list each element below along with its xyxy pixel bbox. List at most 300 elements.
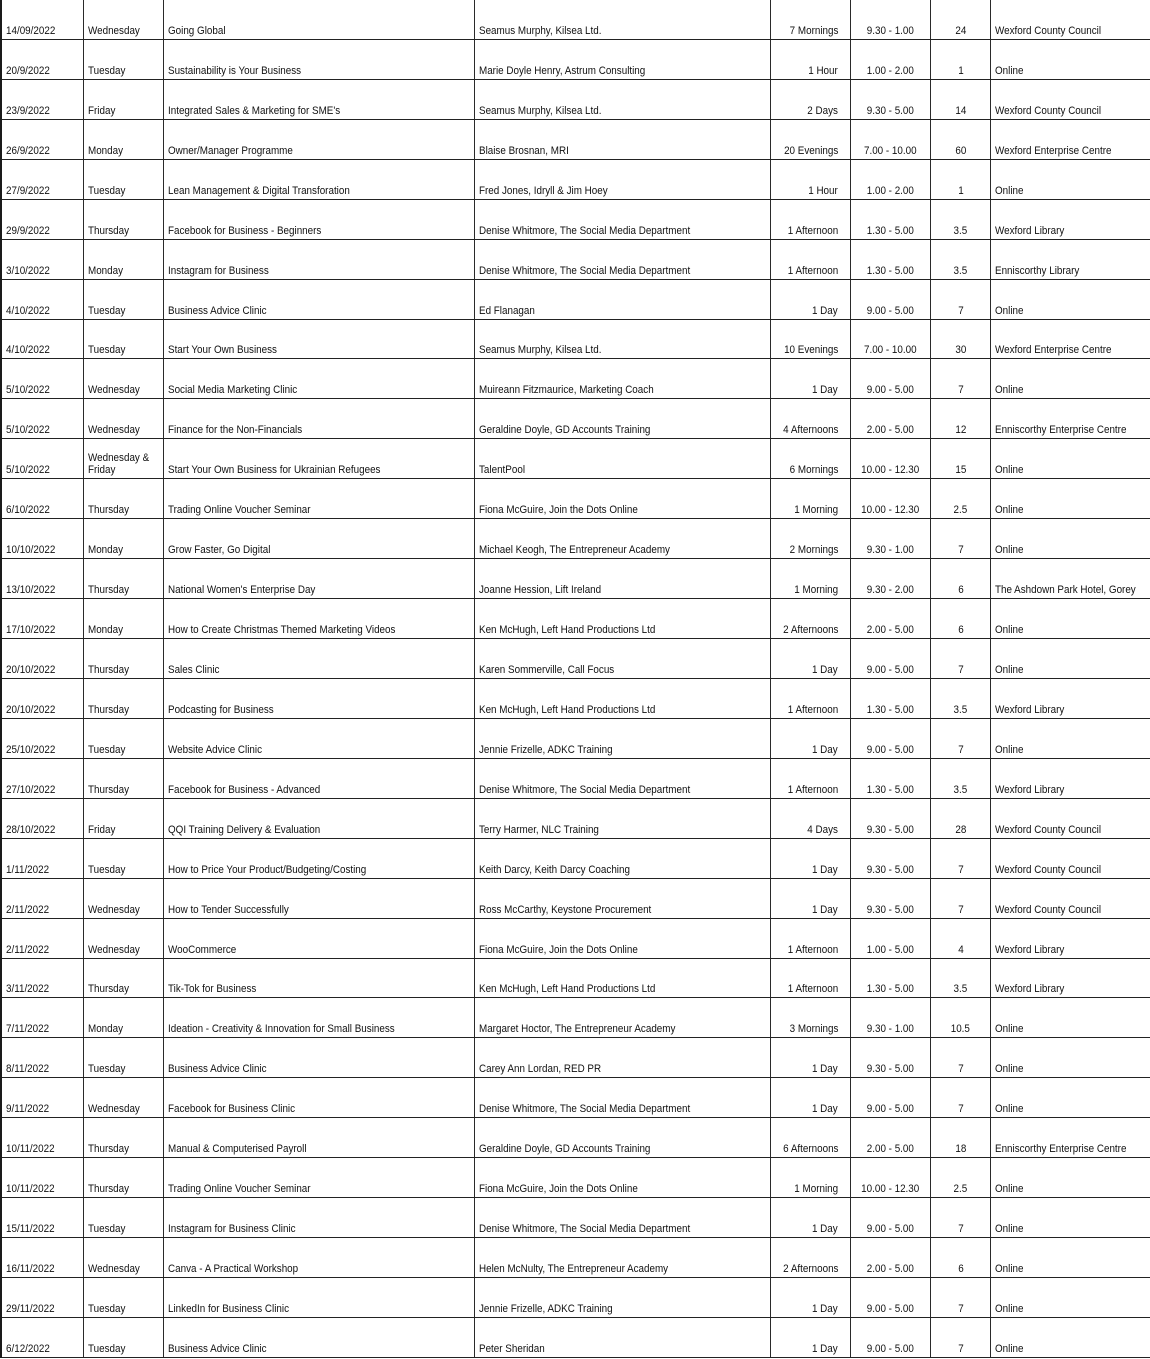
table-row xyxy=(2,759,1150,799)
date-cell xyxy=(2,240,84,279)
duration-text: 1 Day xyxy=(812,1223,838,1236)
hours-cell xyxy=(931,559,991,598)
day-cell xyxy=(84,479,164,518)
hours-cell xyxy=(931,879,991,918)
date-text: 4/10/2022 xyxy=(6,304,50,317)
time-cell xyxy=(851,719,931,758)
trainer-text: Terry Harmer, NLC Training xyxy=(479,823,599,836)
hours-text: 1 xyxy=(957,184,964,197)
duration-text: 2 Mornings xyxy=(789,544,838,557)
hours-cell xyxy=(931,0,991,39)
duration-text: 1 Hour xyxy=(808,184,838,197)
table-row xyxy=(2,240,1150,280)
trainer-text: Jennie Frizelle, ADKC Training xyxy=(479,743,613,756)
venue-cell xyxy=(991,759,1150,798)
hours-cell xyxy=(931,799,991,838)
course-text: How to Price Your Product/Budgeting/Costing xyxy=(168,863,367,876)
duration-text: 1 Day xyxy=(812,743,838,756)
hours-text: 7 xyxy=(957,1063,964,1076)
course-cell xyxy=(164,998,475,1037)
table-row xyxy=(2,320,1150,360)
duration-text: 10 Evenings xyxy=(783,344,838,357)
table-row xyxy=(2,399,1150,439)
trainer-text: Muireann Fitzmaurice, Marketing Coach xyxy=(479,384,654,397)
duration-text: 2 Afternoons xyxy=(782,1263,838,1275)
course-cell xyxy=(164,399,475,438)
trainer-cell xyxy=(475,1038,771,1077)
date-text: 20/10/2022 xyxy=(6,663,56,676)
course-cell xyxy=(164,1158,475,1197)
duration-text: 1 Morning xyxy=(794,584,838,597)
course-cell xyxy=(164,1278,475,1317)
date-cell xyxy=(2,559,84,598)
course-text: How to Create Christmas Themed Marketing Videos xyxy=(168,624,396,636)
venue-cell xyxy=(991,959,1150,998)
venue-text: Wexford County Council xyxy=(995,903,1102,916)
hours-cell xyxy=(931,919,991,958)
trainer-cell xyxy=(475,519,771,558)
course-text: Canva - A Practical Workshop xyxy=(168,1263,299,1275)
trainer-cell xyxy=(475,599,771,638)
venue-cell xyxy=(991,479,1150,518)
day-text: Tuesday xyxy=(88,1342,126,1355)
day-cell xyxy=(84,1198,164,1237)
date-text: 15/11/2022 xyxy=(6,1223,55,1236)
trainer-text: Carey Ann Lordan, RED PR xyxy=(479,1063,602,1076)
time-text: 9.00 - 5.00 xyxy=(866,1302,915,1315)
time-cell xyxy=(851,839,931,878)
day-cell xyxy=(84,679,164,718)
hours-cell xyxy=(931,439,991,478)
time-cell xyxy=(851,0,931,39)
time-cell xyxy=(851,240,931,279)
time-text: 9.00 - 5.00 xyxy=(866,1223,915,1236)
day-cell xyxy=(84,599,164,638)
trainer-cell xyxy=(475,240,771,279)
day-text: Tuesday xyxy=(88,863,126,876)
trainer-text: Peter Sheridan xyxy=(479,1342,545,1355)
duration-cell xyxy=(771,399,851,438)
hours-cell xyxy=(931,1278,991,1317)
trainer-text: Denise Whitmore, The Social Media Department xyxy=(479,783,691,796)
date-cell xyxy=(2,1158,84,1197)
time-cell xyxy=(851,1078,931,1117)
course-cell xyxy=(164,519,475,558)
course-cell xyxy=(164,639,475,678)
time-cell xyxy=(851,1238,931,1277)
venue-cell xyxy=(991,399,1150,438)
course-cell xyxy=(164,1238,475,1277)
trainer-cell xyxy=(475,40,771,79)
duration-cell xyxy=(771,240,851,279)
venue-text: Wexford Enterprise Centre xyxy=(995,144,1112,157)
time-text: 9.00 - 5.00 xyxy=(866,743,915,756)
course-text: LinkedIn for Business Clinic xyxy=(168,1302,290,1315)
hours-cell xyxy=(931,759,991,798)
course-cell xyxy=(164,559,475,598)
date-cell xyxy=(2,280,84,319)
day-cell xyxy=(84,200,164,239)
course-text: Going Global xyxy=(168,24,226,37)
course-text: Business Advice Clinic xyxy=(168,1063,267,1076)
venue-text: Enniscorthy Enterprise Centre xyxy=(995,424,1127,437)
venue-text: Wexford Library xyxy=(995,983,1065,996)
time-text: 2.00 - 5.00 xyxy=(866,1263,915,1275)
time-text: 2.00 - 5.00 xyxy=(866,624,915,636)
venue-text: Online xyxy=(995,663,1024,676)
trainer-cell xyxy=(475,280,771,319)
duration-text: 4 Afternoons xyxy=(782,424,838,437)
course-text: QQI Training Delivery & Evaluation xyxy=(168,823,321,836)
hours-cell xyxy=(931,839,991,878)
duration-cell xyxy=(771,120,851,159)
duration-cell xyxy=(771,439,851,478)
venue-cell xyxy=(991,320,1150,359)
hours-text: 18 xyxy=(955,1143,966,1156)
trainer-text: Ken McHugh, Left Hand Productions Ltd xyxy=(479,624,656,636)
hours-text: 7 xyxy=(957,1103,964,1116)
course-text: Sustainability is Your Business xyxy=(168,64,302,77)
hours-cell xyxy=(931,1318,991,1357)
hours-cell xyxy=(931,200,991,239)
trainer-text: Denise Whitmore, The Social Media Department xyxy=(479,264,691,277)
day-cell xyxy=(84,1318,164,1357)
course-text: Start Your Own Business xyxy=(168,344,277,357)
venue-text: Online xyxy=(995,504,1024,517)
day-text: Tuesday xyxy=(88,743,126,756)
venue-cell xyxy=(991,1078,1150,1117)
day-text: Wednesday xyxy=(88,1103,140,1116)
trainer-text: TalentPool xyxy=(479,464,526,477)
date-text: 17/10/2022 xyxy=(6,624,56,636)
time-cell xyxy=(851,799,931,838)
course-text: Lean Management & Digital Transforation xyxy=(168,184,350,197)
venue-cell xyxy=(991,559,1150,598)
hours-text: 7 xyxy=(957,743,964,756)
trainer-cell xyxy=(475,639,771,678)
venue-text: Online xyxy=(995,1183,1024,1196)
duration-cell xyxy=(771,1318,851,1357)
duration-cell xyxy=(771,1278,851,1317)
day-cell xyxy=(84,1278,164,1317)
hours-text: 60 xyxy=(955,144,966,157)
duration-cell xyxy=(771,559,851,598)
date-cell xyxy=(2,160,84,199)
time-text: 10.00 - 12.30 xyxy=(861,464,920,477)
trainer-cell xyxy=(475,320,771,359)
duration-cell xyxy=(771,1158,851,1197)
table-row xyxy=(2,998,1150,1038)
day-cell xyxy=(84,559,164,598)
venue-cell xyxy=(991,439,1150,478)
duration-cell xyxy=(771,639,851,678)
duration-text: 1 Afternoon xyxy=(787,703,838,716)
duration-text: 1 Day xyxy=(812,863,838,876)
venue-cell xyxy=(991,0,1150,39)
venue-text: Online xyxy=(995,1063,1024,1076)
time-text: 9.00 - 5.00 xyxy=(866,384,915,397)
date-cell xyxy=(2,320,84,359)
date-cell xyxy=(2,1038,84,1077)
day-cell xyxy=(84,0,164,39)
duration-cell xyxy=(771,839,851,878)
duration-text: 1 Morning xyxy=(794,504,838,517)
time-text: 9.30 - 5.00 xyxy=(866,863,915,876)
day-cell xyxy=(84,1238,164,1277)
date-cell xyxy=(2,719,84,758)
hours-text: 10.5 xyxy=(950,1023,971,1036)
time-text: 1.30 - 5.00 xyxy=(866,224,915,237)
venue-text: Online xyxy=(995,1023,1024,1036)
table-row xyxy=(2,1118,1150,1158)
trainer-cell xyxy=(475,679,771,718)
course-cell xyxy=(164,0,475,39)
table-row xyxy=(2,1158,1150,1198)
venue-cell xyxy=(991,40,1150,79)
hours-text: 7 xyxy=(957,304,964,317)
duration-cell xyxy=(771,479,851,518)
venue-text: Online xyxy=(995,304,1024,317)
venue-text: Wexford County Council xyxy=(995,823,1102,836)
course-text: Podcasting for Business xyxy=(168,703,274,716)
day-cell xyxy=(84,1038,164,1077)
venue-text: Wexford Enterprise Centre xyxy=(995,344,1112,357)
day-text: Tuesday xyxy=(88,1223,126,1236)
day-cell xyxy=(84,320,164,359)
table-row xyxy=(2,1278,1150,1318)
course-text: Facebook for Business Clinic xyxy=(168,1103,296,1116)
duration-cell xyxy=(771,40,851,79)
course-text: Instagram for Business xyxy=(168,264,269,277)
time-cell xyxy=(851,359,931,398)
day-cell xyxy=(84,998,164,1037)
trainer-cell xyxy=(475,759,771,798)
hours-text: 7 xyxy=(957,1302,964,1315)
time-text: 9.30 - 2.00 xyxy=(866,584,915,597)
trainer-text: Keith Darcy, Keith Darcy Coaching xyxy=(479,863,630,876)
hours-cell xyxy=(931,599,991,638)
trainer-cell xyxy=(475,399,771,438)
time-cell xyxy=(851,1198,931,1237)
date-cell xyxy=(2,80,84,119)
duration-cell xyxy=(771,959,851,998)
duration-cell xyxy=(771,160,851,199)
venue-text: Online xyxy=(995,1223,1024,1236)
duration-text: 6 Mornings xyxy=(789,464,838,477)
day-cell xyxy=(84,639,164,678)
hours-cell xyxy=(931,359,991,398)
day-cell xyxy=(84,759,164,798)
course-cell xyxy=(164,240,475,279)
venue-text: Wexford Library xyxy=(995,783,1065,796)
hours-cell xyxy=(931,479,991,518)
hours-cell xyxy=(931,1198,991,1237)
date-cell xyxy=(2,1198,84,1237)
duration-cell xyxy=(771,80,851,119)
hours-text: 14 xyxy=(955,104,966,117)
duration-cell xyxy=(771,359,851,398)
trainer-text: Helen McNulty, The Entrepreneur Academy xyxy=(479,1263,669,1275)
trainer-text: Marie Doyle Henry, Astrum Consulting xyxy=(479,64,646,77)
time-text: 9.00 - 5.00 xyxy=(866,1103,915,1116)
duration-text: 2 Days xyxy=(807,104,838,117)
course-text: Sales Clinic xyxy=(168,663,220,676)
course-cell xyxy=(164,599,475,638)
time-cell xyxy=(851,160,931,199)
date-text: 1/11/2022 xyxy=(6,863,50,876)
venue-cell xyxy=(991,1238,1150,1277)
venue-text: Wexford County Council xyxy=(995,24,1102,37)
duration-cell xyxy=(771,280,851,319)
table-row xyxy=(2,679,1150,719)
table-row xyxy=(2,359,1150,399)
hours-cell xyxy=(931,240,991,279)
trainer-cell xyxy=(475,719,771,758)
day-text: Thursday xyxy=(88,983,130,996)
venue-text: Online xyxy=(995,64,1024,77)
trainer-text: Blaise Brosnan, MRI xyxy=(479,144,569,157)
venue-cell xyxy=(991,1158,1150,1197)
course-cell xyxy=(164,439,475,478)
venue-cell xyxy=(991,1318,1150,1357)
date-cell xyxy=(2,1118,84,1157)
time-cell xyxy=(851,80,931,119)
duration-text: 1 Day xyxy=(812,903,838,916)
time-cell xyxy=(851,559,931,598)
date-cell xyxy=(2,679,84,718)
hours-text: 28 xyxy=(955,823,966,836)
course-cell xyxy=(164,679,475,718)
date-cell xyxy=(2,0,84,39)
time-text: 1.30 - 5.00 xyxy=(866,783,915,796)
date-text: 26/9/2022 xyxy=(6,144,50,157)
time-text: 9.30 - 5.00 xyxy=(866,104,915,117)
hours-cell xyxy=(931,280,991,319)
trainer-text: Geraldine Doyle, GD Accounts Training xyxy=(479,1143,651,1156)
table-row xyxy=(2,80,1150,120)
course-cell xyxy=(164,320,475,359)
course-cell xyxy=(164,1318,475,1357)
table-row xyxy=(2,839,1150,879)
day-cell xyxy=(84,40,164,79)
time-cell xyxy=(851,280,931,319)
time-text: 1.30 - 5.00 xyxy=(866,703,915,716)
trainer-text: Geraldine Doyle, GD Accounts Training xyxy=(479,424,651,437)
venue-text: Online xyxy=(995,384,1024,397)
duration-cell xyxy=(771,719,851,758)
course-cell xyxy=(164,1038,475,1077)
venue-cell xyxy=(991,80,1150,119)
hours-cell xyxy=(931,519,991,558)
table-row xyxy=(2,280,1150,320)
venue-cell xyxy=(991,280,1150,319)
time-cell xyxy=(851,40,931,79)
course-cell xyxy=(164,359,475,398)
date-cell xyxy=(2,759,84,798)
table-row xyxy=(2,799,1150,839)
day-text: Wednesday xyxy=(88,384,140,397)
hours-text: 24 xyxy=(955,24,966,37)
table-row xyxy=(2,1318,1150,1358)
date-cell xyxy=(2,879,84,918)
table-row xyxy=(2,1038,1150,1078)
trainer-cell xyxy=(475,0,771,39)
day-text: Monday xyxy=(88,264,124,277)
hours-text: 2.5 xyxy=(953,504,968,517)
course-text: Facebook for Business - Beginners xyxy=(168,224,322,237)
hours-text: 7 xyxy=(957,663,964,676)
duration-cell xyxy=(771,1238,851,1277)
hours-text: 1 xyxy=(957,64,964,77)
venue-text: Wexford Library xyxy=(995,943,1065,956)
date-text: 9/11/2022 xyxy=(6,1103,50,1116)
trainer-cell xyxy=(475,559,771,598)
venue-cell xyxy=(991,639,1150,678)
duration-text: 6 Afternoons xyxy=(782,1143,838,1156)
date-cell xyxy=(2,839,84,878)
hours-text: 30 xyxy=(955,344,966,357)
day-cell xyxy=(84,80,164,119)
day-text: Thursday xyxy=(88,663,130,676)
day-cell xyxy=(84,799,164,838)
date-text: 6/12/2022 xyxy=(6,1342,50,1355)
course-text: Social Media Marketing Clinic xyxy=(168,384,298,397)
table-row xyxy=(2,40,1150,80)
venue-cell xyxy=(991,919,1150,958)
day-text: Monday xyxy=(88,1023,124,1036)
duration-text: 7 Mornings xyxy=(789,24,838,37)
trainer-cell xyxy=(475,998,771,1037)
venue-text: Enniscorthy Enterprise Centre xyxy=(995,1143,1127,1156)
course-text: Business Advice Clinic xyxy=(168,1342,267,1355)
day-text: Thursday xyxy=(88,584,130,597)
date-text: 3/11/2022 xyxy=(6,983,50,996)
time-cell xyxy=(851,439,931,478)
trainer-text: Denise Whitmore, The Social Media Department xyxy=(479,1103,691,1116)
hours-cell xyxy=(931,679,991,718)
day-text: Friday xyxy=(88,823,116,836)
venue-text: Online xyxy=(995,624,1024,636)
day-text: Thursday xyxy=(88,1143,130,1156)
venue-text: Enniscorthy Library xyxy=(995,264,1080,277)
date-text: 27/9/2022 xyxy=(6,184,50,197)
venue-cell xyxy=(991,1198,1150,1237)
time-cell xyxy=(851,1118,931,1157)
venue-cell xyxy=(991,1118,1150,1157)
day-text: Thursday xyxy=(88,703,130,716)
course-text: Facebook for Business - Advanced xyxy=(168,783,321,796)
trainer-cell xyxy=(475,359,771,398)
hours-cell xyxy=(931,959,991,998)
date-cell xyxy=(2,1278,84,1317)
hours-text: 3.5 xyxy=(953,983,968,996)
course-text: Trading Online Voucher Seminar xyxy=(168,504,311,517)
day-text: Wednesday xyxy=(88,424,140,437)
hours-cell xyxy=(931,40,991,79)
day-cell xyxy=(84,160,164,199)
duration-text: 1 Day xyxy=(812,1063,838,1076)
date-cell xyxy=(2,479,84,518)
date-text: 8/11/2022 xyxy=(6,1063,50,1076)
venue-cell xyxy=(991,719,1150,758)
trainer-text: Seamus Murphy, Kilsea Ltd. xyxy=(479,104,602,117)
duration-text: 1 Day xyxy=(812,1103,838,1116)
time-cell xyxy=(851,679,931,718)
course-cell xyxy=(164,839,475,878)
time-cell xyxy=(851,1158,931,1197)
time-text: 9.30 - 1.00 xyxy=(866,1023,915,1036)
time-cell xyxy=(851,599,931,638)
